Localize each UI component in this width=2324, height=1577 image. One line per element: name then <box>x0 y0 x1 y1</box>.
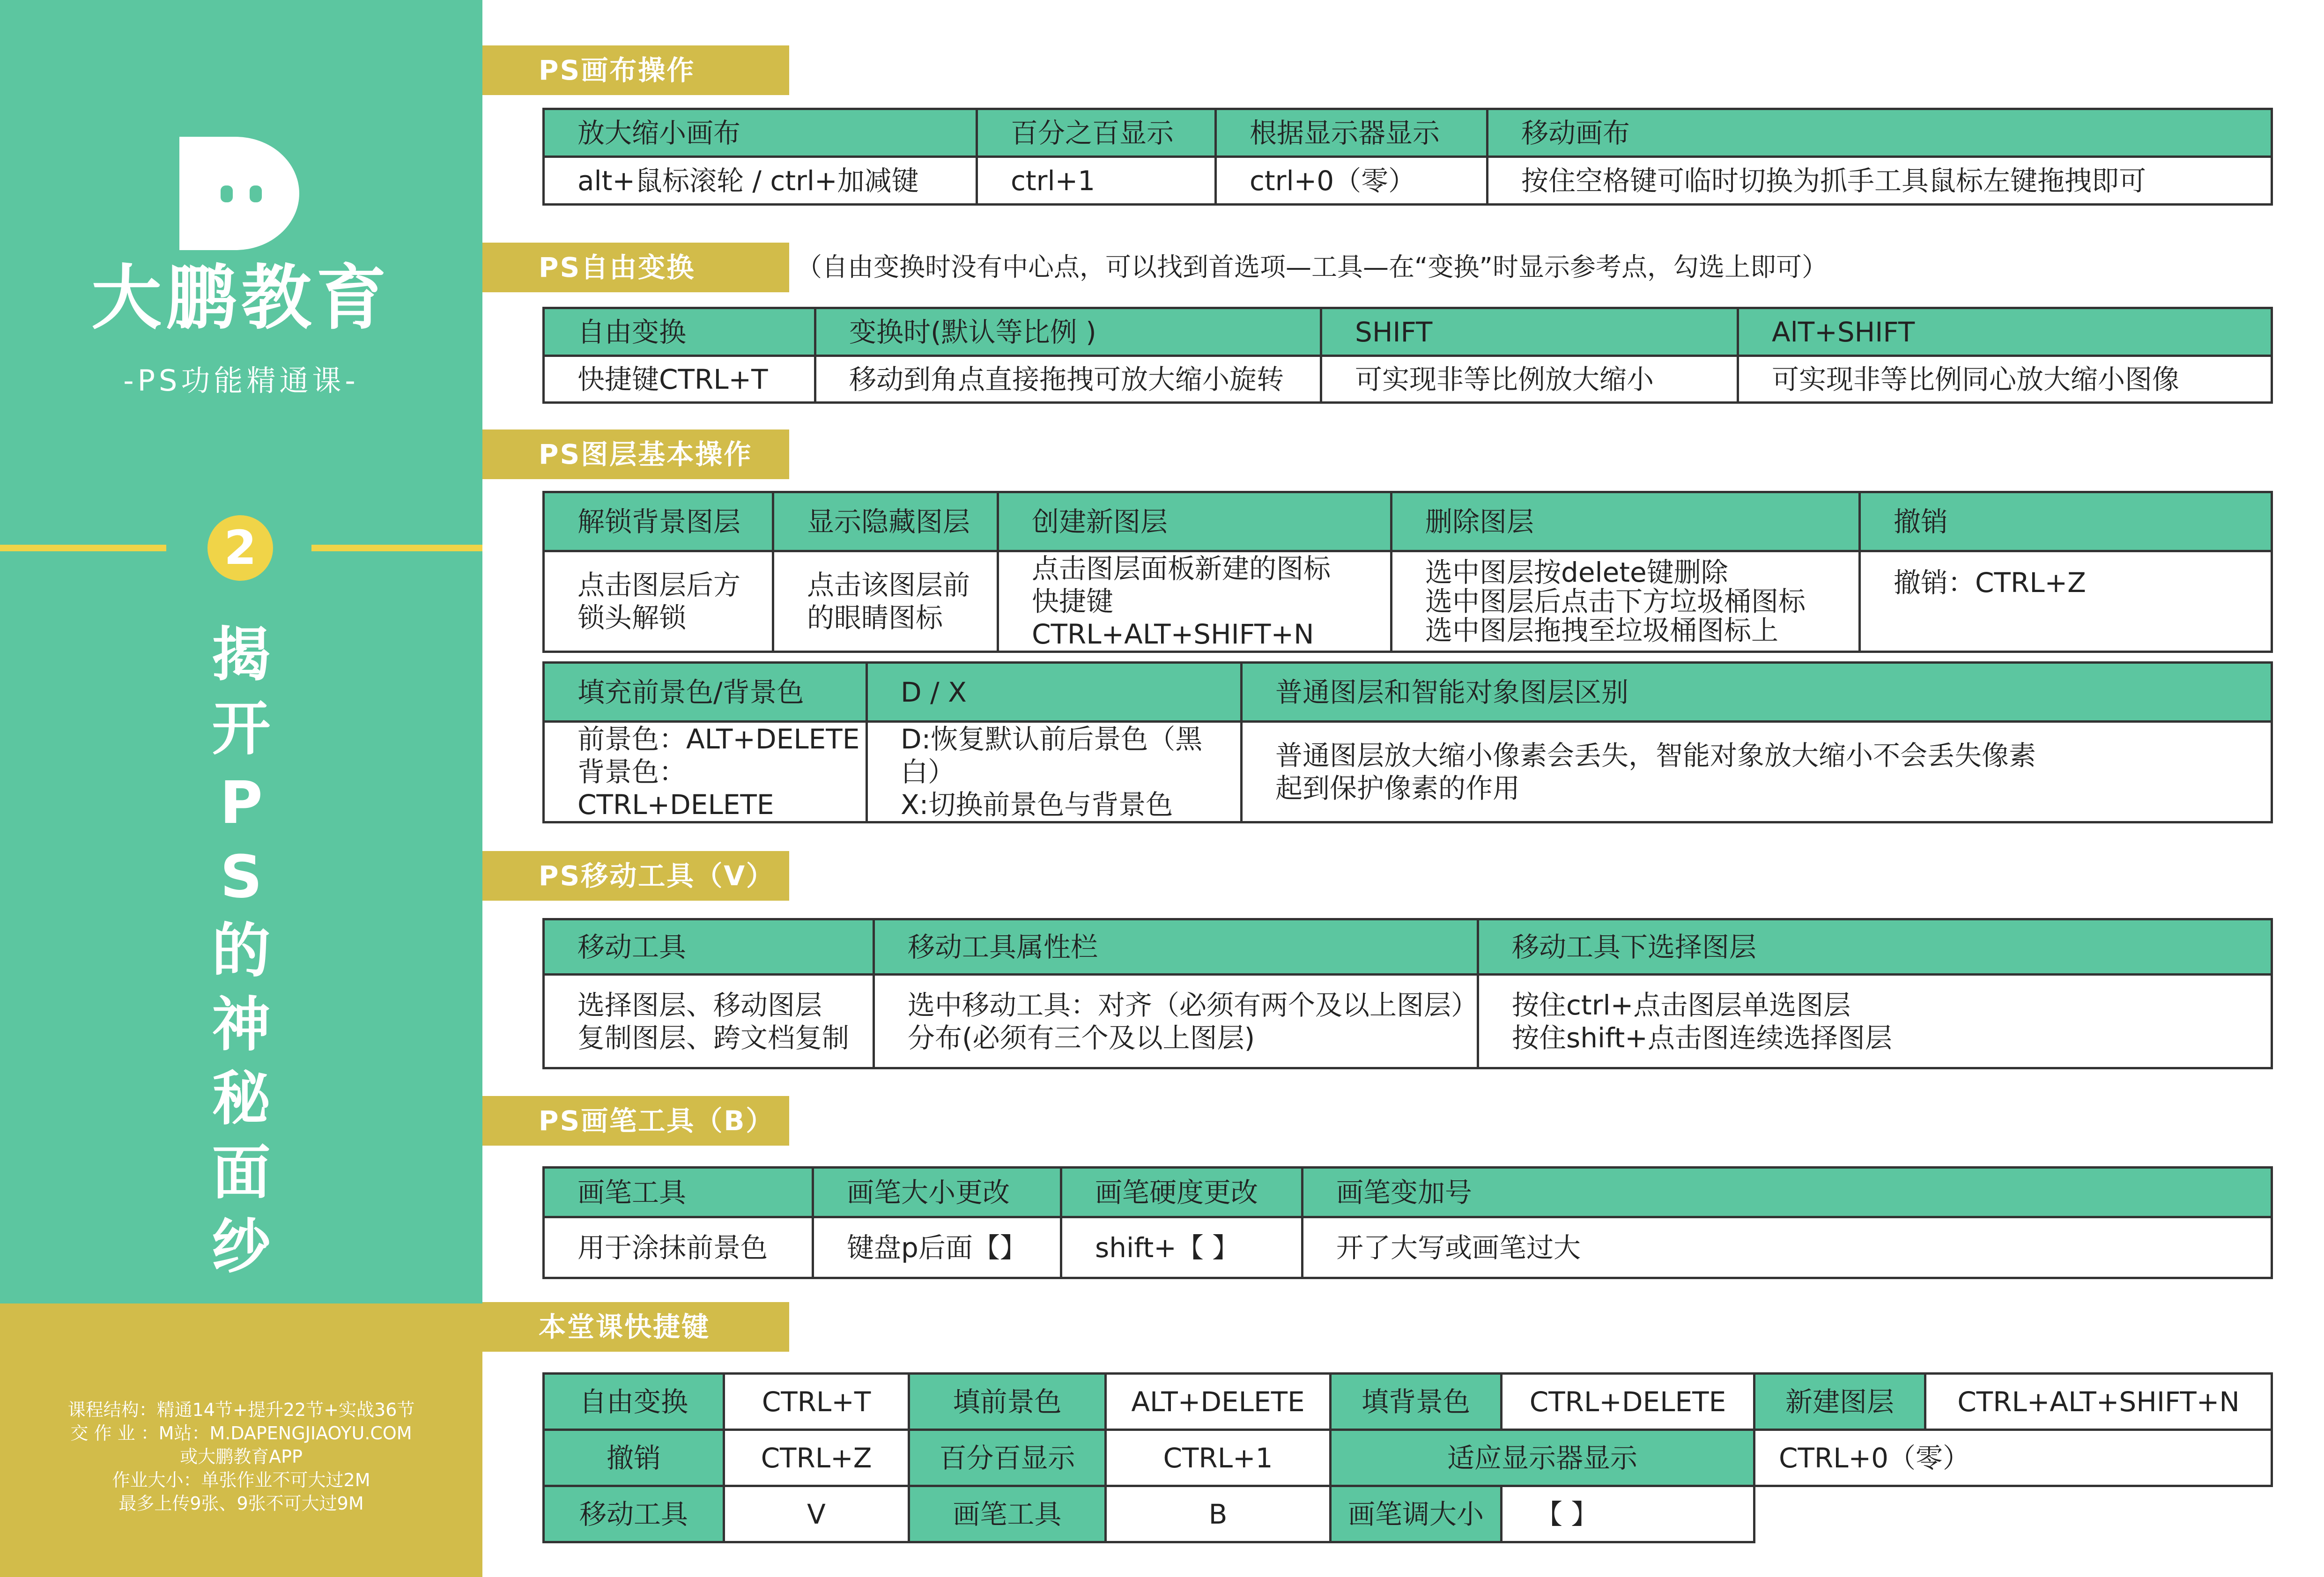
table-cell: 可实现非等比例同心放大缩小图像 <box>1738 356 2272 403</box>
shortcut-name: 新建图层 <box>1754 1374 1925 1430</box>
table-cell: shift+【 】 <box>1061 1217 1303 1278</box>
shortcut-name: 百分百显示 <box>909 1430 1106 1486</box>
shortcut-key: 【 】 <box>1502 1486 1754 1542</box>
shortcut-name: 适应显示器显示 <box>1331 1430 1754 1486</box>
shortcut-key: CTRL+DELETE <box>1502 1374 1754 1430</box>
shortcut-key: CTRL+1 <box>1106 1430 1331 1486</box>
table-header: D / X <box>867 663 1242 722</box>
shortcut-key: CTRL+ALT+SHIFT+N <box>1925 1374 2272 1430</box>
table-cell: 点击图层面板新建的图标 快捷键 CTRL+ALT+SHIFT+N <box>998 551 1391 652</box>
lesson-title: 揭 开 P S 的 神 秘 面 纱 <box>212 621 271 1281</box>
empty-cell <box>1925 1486 2272 1542</box>
shortcut-name: 撤销 <box>544 1430 724 1486</box>
table-header: 移动工具属性栏 <box>874 919 1478 975</box>
table-cell: 开了大写或画笔过大 <box>1303 1217 2272 1278</box>
section-heading-brush: PS画笔工具（B） <box>482 1096 789 1146</box>
shortcut-name: 自由变换 <box>544 1374 724 1430</box>
course-name: -PS功能精通课- <box>123 363 359 398</box>
layers-table-1 <box>542 491 2273 653</box>
shortcut-key: ALT+DELETE <box>1106 1374 1331 1430</box>
table-header: 填充前景色/背景色 <box>544 663 867 722</box>
table-header: 创建新图层 <box>998 492 1391 551</box>
dapeng-logo-icon <box>179 137 307 250</box>
table-cell: 用于涂抹前景色 <box>544 1217 813 1278</box>
section-heading-transform: PS自由变换 <box>482 243 789 292</box>
shortcut-name: 填前景色 <box>909 1374 1106 1430</box>
table-header: 画笔硬度更改 <box>1061 1168 1303 1217</box>
table-header: 画笔工具 <box>544 1168 813 1217</box>
table-header: SHIFT <box>1321 308 1738 356</box>
table-header: 画笔大小更改 <box>813 1168 1061 1217</box>
shortcut-key: B <box>1106 1486 1331 1542</box>
table-cell: 选中移动工具：对齐（必须有两个及以上图层） 分布(必须有三个及以上图层) <box>874 975 1478 1068</box>
table-cell: 快捷键CTRL+T <box>544 356 815 403</box>
table-cell: 按住ctrl+点击图层单选图层 按住shift+点击图连续选择图层 <box>1478 975 2272 1068</box>
table-header: 自由变换 <box>544 308 815 356</box>
table-header: 移动画布 <box>1488 109 2272 157</box>
brand-name: 大鹏教育 <box>91 258 391 339</box>
table-cell: 撤销：CTRL+Z <box>1860 551 2272 652</box>
table-cell: ctrl+1 <box>977 157 1216 205</box>
canvas-table <box>542 108 2273 206</box>
shortcut-name: 画笔调大小 <box>1331 1486 1502 1542</box>
lesson-number-badge: 2 <box>207 515 273 581</box>
table-header: 画笔变加号 <box>1303 1168 2272 1217</box>
table-cell: 可实现非等比例放大缩小 <box>1321 356 1738 403</box>
table-cell: 点击图层后方 锁头解锁 <box>544 551 773 652</box>
table-cell: 按住空格键可临时切换为抓手工具鼠标左键拖拽即可 <box>1488 157 2272 205</box>
section-heading-move: PS移动工具（V） <box>482 851 789 901</box>
table-header: 移动工具 <box>544 919 874 975</box>
table-cell: 普通图层放大缩小像素会丢失，智能对象放大缩小不会丢失像素 起到保护像素的作用 <box>1242 722 2272 822</box>
table-cell: 键盘p后面【】 <box>813 1217 1061 1278</box>
transform-note: （自由变换时没有中心点，可以找到首选项—工具—在“变换”时显示参考点，勾选上即可） <box>796 252 1828 282</box>
table-cell: 移动到角点直接拖拽可放大缩小旋转 <box>815 356 1321 403</box>
section-heading-canvas: PS画布操作 <box>482 45 789 95</box>
table-cell: 选择图层、移动图层 复制图层、跨文档复制 <box>544 975 874 1068</box>
table-header: 撤销 <box>1860 492 2272 551</box>
shortcut-key: CTRL+T <box>724 1374 909 1430</box>
shortcut-key: CTRL+0（零） <box>1754 1430 2272 1486</box>
brush-table <box>542 1166 2273 1279</box>
table-header: 删除图层 <box>1391 492 1860 551</box>
shortcut-name: 画笔工具 <box>909 1486 1106 1542</box>
shortcut-name: 填背景色 <box>1331 1374 1502 1430</box>
course-info: 课程结构：精通14节+提升22节+实战36节 交 作 业 ：M站：M.DAPENGJIAOYU.COM 或大鹏教育APP 作业大小：单张作业不可大过2M 最多上传9张、9张不可大过9M <box>67 1399 415 1514</box>
transform-table <box>542 307 2273 404</box>
table-cell: 点击该图层前 的眼睛图标 <box>773 551 998 652</box>
empty-cell <box>1754 1486 1925 1542</box>
shortcut-key: CTRL+Z <box>724 1430 909 1486</box>
table-header: 解锁背景图层 <box>544 492 773 551</box>
table-header: 根据显示器显示 <box>1216 109 1488 157</box>
table-cell: alt+鼠标滚轮 / ctrl+加减键 <box>544 157 977 205</box>
section-heading-layers: PS图层基本操作 <box>482 429 789 479</box>
table-cell: 前景色：ALT+DELETE 背景色：CTRL+DELETE <box>544 722 867 822</box>
divider-right <box>311 545 482 551</box>
layers-table-2 <box>542 661 2273 823</box>
table-cell: 选中图层按delete键删除 选中图层后点击下方垃圾桶图标 选中图层拖拽至垃圾桶图标上 <box>1391 551 1860 652</box>
table-header: 放大缩小画布 <box>544 109 977 157</box>
section-heading-shortcuts: 本堂课快捷键 <box>482 1302 789 1352</box>
shortcut-table <box>542 1372 2273 1543</box>
move-table <box>542 918 2273 1069</box>
table-cell: ctrl+0（零） <box>1216 157 1488 205</box>
table-header: 普通图层和智能对象图层区别 <box>1242 663 2272 722</box>
table-header: 百分之百显示 <box>977 109 1216 157</box>
table-cell: D:恢复默认前后景色（黑白） X:切换前景色与背景色 <box>867 722 1242 822</box>
shortcut-key: V <box>724 1486 909 1542</box>
table-header: 显示隐藏图层 <box>773 492 998 551</box>
table-header: 移动工具下选择图层 <box>1478 919 2272 975</box>
divider-left <box>0 545 166 551</box>
table-header: AlT+SHIFT <box>1738 308 2272 356</box>
shortcut-name: 移动工具 <box>544 1486 724 1542</box>
table-header: 变换时(默认等比例 ) <box>815 308 1321 356</box>
sidebar <box>0 0 482 1577</box>
